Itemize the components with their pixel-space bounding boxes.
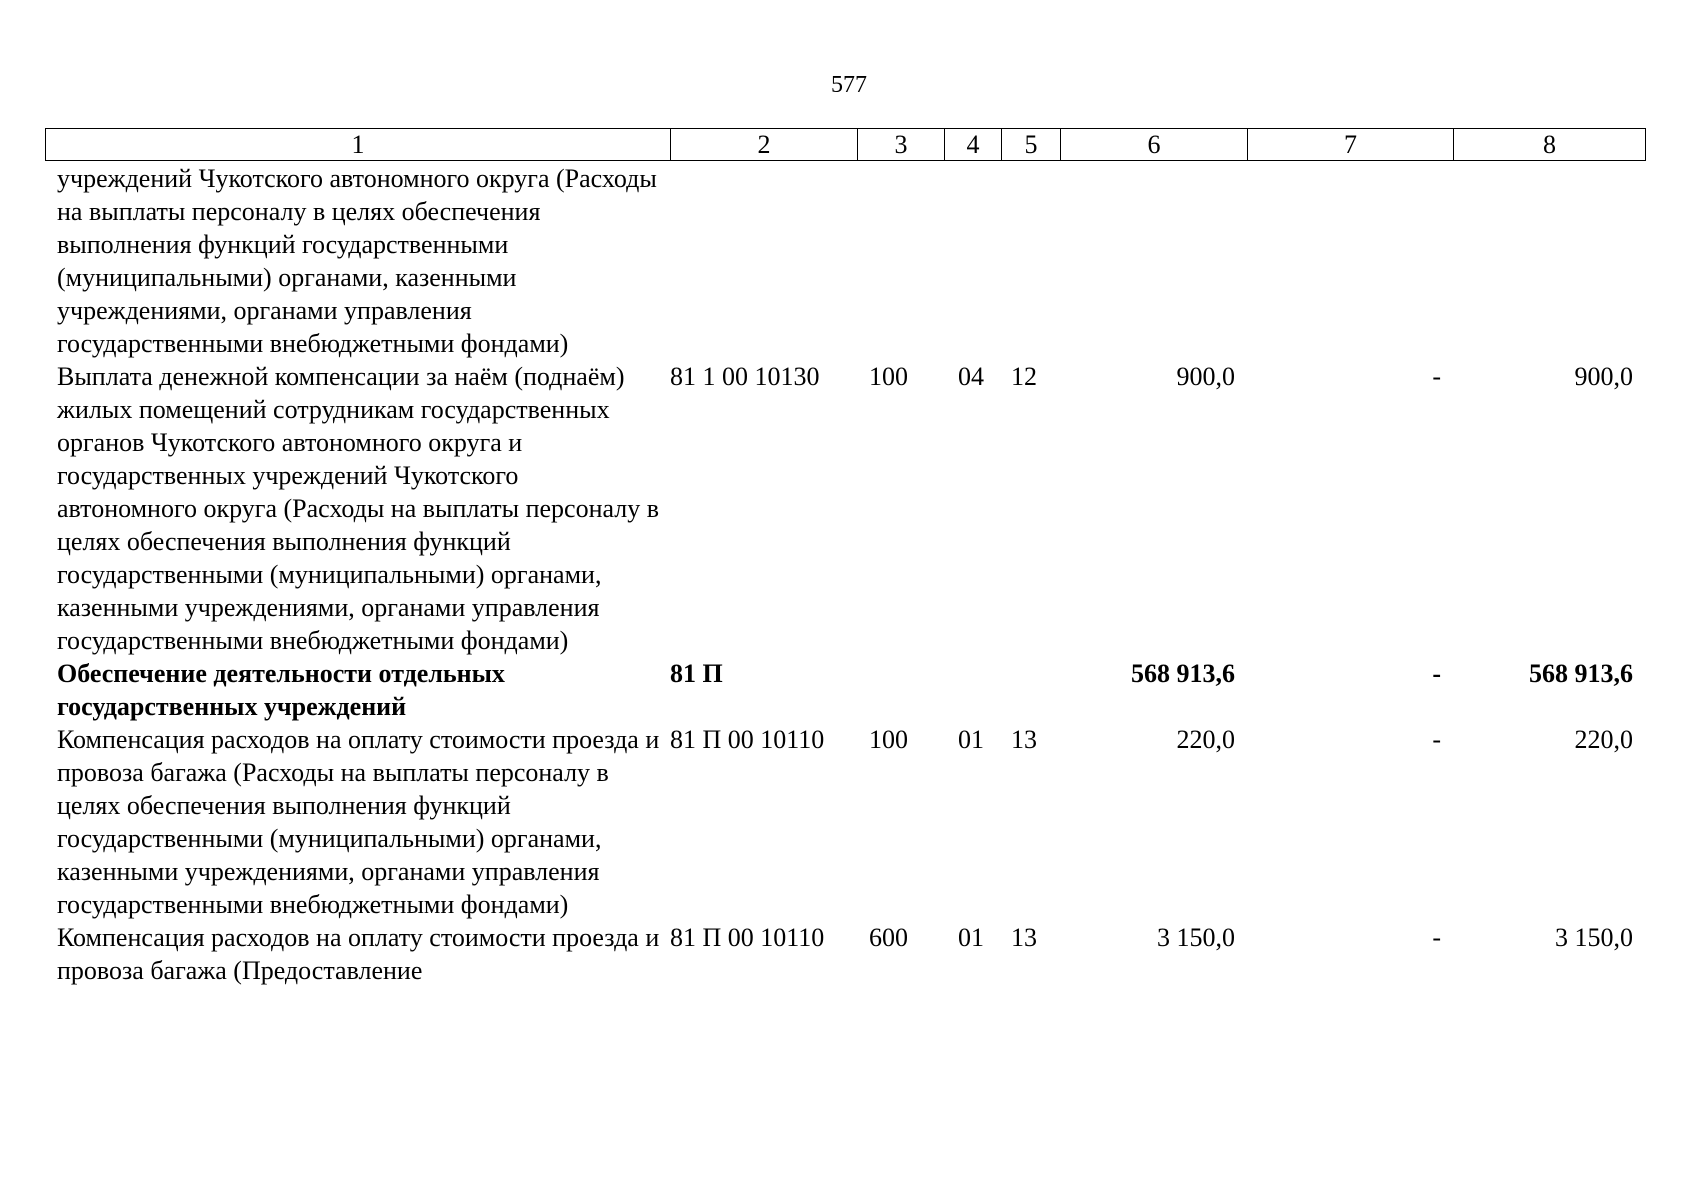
row-name: учреждений Чукотского автономного округа (Расходы на выплаты персоналу в целях обеспечения выполнения функций государственными (муниципальными) органами, казенными учреждениями, органами управления государственными внебюджетными фондами) [57, 164, 657, 358]
row-total [1453, 162, 1645, 360]
row-pr: 13 [1011, 725, 1037, 754]
row-vr [857, 162, 944, 360]
row-name: Компенсация расходов на оплату стоимости проезда и провоза багажа (Расходы на выплаты персоналу в целях обеспечения выполнения функций государственными (муниципальными) органами, казенными учреждениями, органами управления государственными внебюджетными фондами) [57, 725, 660, 919]
header-col-5: 5 [1002, 129, 1061, 161]
table-header [45, 128, 1646, 161]
row-pr: 13 [1011, 923, 1037, 952]
table-row [45, 723, 1645, 921]
row-rz: 01 [958, 725, 984, 754]
row-name: Обеспечение деятельности отдельных государственных учреждений [57, 659, 505, 721]
row-change: - [1432, 659, 1441, 688]
row-code: 81 П 00 10110 [670, 725, 825, 754]
row-rz: 04 [958, 362, 984, 391]
row-total: 3 150,0 [1555, 923, 1633, 952]
row-vr [857, 657, 944, 723]
row-pr: 12 [1011, 362, 1037, 391]
row-change: - [1432, 362, 1441, 391]
row-vr: 100 [869, 725, 908, 754]
row-code: 81 1 00 10130 [670, 362, 820, 391]
header-col-8: 8 [1454, 129, 1646, 161]
table-row [45, 657, 1645, 723]
row-amount: 220,0 [1176, 725, 1235, 754]
header-col-4: 4 [945, 129, 1002, 161]
table-row [45, 921, 1645, 987]
row-vr: 100 [869, 362, 908, 391]
header-col-1: 1 [46, 129, 671, 161]
header-col-7: 7 [1248, 129, 1454, 161]
row-rz [944, 162, 1001, 360]
row-rz: 01 [958, 923, 984, 952]
row-total: 220,0 [1574, 725, 1633, 754]
row-code: 81 П [670, 659, 723, 688]
row-code [670, 162, 857, 360]
row-change: - [1432, 725, 1441, 754]
row-vr: 600 [869, 923, 908, 952]
budget-table [45, 162, 1645, 987]
row-amount [1060, 162, 1247, 360]
page-number: 577 [831, 72, 867, 98]
row-name: Компенсация расходов на оплату стоимости проезда и провоза багажа (Предоставление [57, 923, 660, 985]
row-change: - [1432, 923, 1441, 952]
row-pr [1001, 657, 1060, 723]
row-total: 900,0 [1574, 362, 1633, 391]
table-row [45, 360, 1645, 657]
header-col-2: 2 [671, 129, 858, 161]
row-code: 81 П 00 10110 [670, 923, 825, 952]
header-col-6: 6 [1061, 129, 1248, 161]
row-rz [944, 657, 1001, 723]
row-pr [1001, 162, 1060, 360]
row-amount: 568 913,6 [1131, 659, 1235, 688]
table-row [45, 162, 1645, 360]
row-amount: 3 150,0 [1157, 923, 1235, 952]
row-name: Выплата денежной компенсации за наём (поднаём) жилых помещений сотрудникам государственных органов Чукотского автономного округа и государственных учреждений Чукотского автономного округа (Расходы на выплаты персоналу в целях обеспечения выполнения функций государственными (муниципальными) органами, казенными учреждениями, органами управления государственными внебюджетными фондами) [57, 362, 660, 655]
row-total: 568 913,6 [1529, 659, 1633, 688]
header-col-3: 3 [858, 129, 945, 161]
row-change [1247, 162, 1453, 360]
row-amount: 900,0 [1176, 362, 1235, 391]
